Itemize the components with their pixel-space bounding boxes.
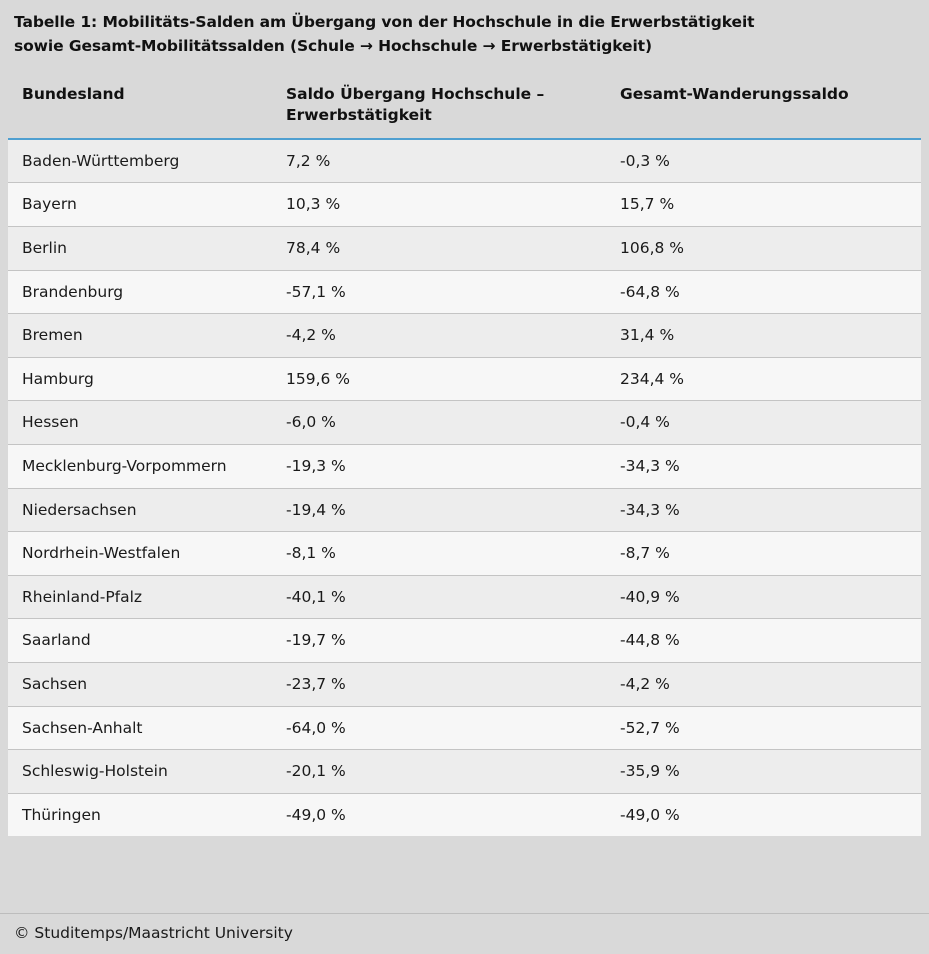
- table-row: [8, 183, 921, 227]
- cell-saldo-uebergang: -19,4 %: [280, 488, 610, 532]
- cell-gesamt-saldo: -0,4 %: [610, 401, 921, 445]
- cell-bundesland: Niedersachsen: [8, 488, 280, 532]
- cell-bundesland: Baden-Württemberg: [8, 139, 280, 183]
- table-container: [0, 78, 929, 913]
- mobility-balance-table: [8, 78, 921, 836]
- cell-gesamt-saldo: -35,9 %: [610, 750, 921, 794]
- table-row: [8, 793, 921, 836]
- table-body: [8, 139, 921, 837]
- cell-saldo-uebergang: -49,0 %: [280, 793, 610, 836]
- cell-bundesland: Saarland: [8, 619, 280, 663]
- table-row: [8, 663, 921, 707]
- cell-bundesland: Rheinland-Pfalz: [8, 575, 280, 619]
- cell-saldo-uebergang: -8,1 %: [280, 532, 610, 576]
- cell-bundesland: Thüringen: [8, 793, 280, 836]
- cell-bundesland: Hamburg: [8, 357, 280, 401]
- cell-gesamt-saldo: 106,8 %: [610, 227, 921, 271]
- cell-saldo-uebergang: 7,2 %: [280, 139, 610, 183]
- cell-gesamt-saldo: 234,4 %: [610, 357, 921, 401]
- cell-saldo-uebergang: 159,6 %: [280, 357, 610, 401]
- cell-gesamt-saldo: -34,3 %: [610, 445, 921, 489]
- table-row: [8, 314, 921, 358]
- table-row: [8, 532, 921, 576]
- table-header-row: [8, 78, 921, 139]
- caption-line-1: Tabelle 1: Mobilitäts-Salden am Übergang von der Hochschule in die Erwerbstätigkeit: [14, 13, 755, 31]
- cell-bundesland: Hessen: [8, 401, 280, 445]
- cell-gesamt-saldo: -49,0 %: [610, 793, 921, 836]
- table-row: [8, 619, 921, 663]
- cell-saldo-uebergang: -64,0 %: [280, 706, 610, 750]
- table-row: [8, 575, 921, 619]
- cell-gesamt-saldo: -52,7 %: [610, 706, 921, 750]
- cell-bundesland: Schleswig-Holstein: [8, 750, 280, 794]
- cell-saldo-uebergang: -23,7 %: [280, 663, 610, 707]
- column-header-saldo-uebergang: Saldo Übergang Hochschule – Erwerbstätigkeit: [280, 78, 610, 139]
- cell-saldo-uebergang: -19,7 %: [280, 619, 610, 663]
- cell-bundesland: Bremen: [8, 314, 280, 358]
- cell-bundesland: Berlin: [8, 227, 280, 271]
- cell-gesamt-saldo: 15,7 %: [610, 183, 921, 227]
- table-row: [8, 357, 921, 401]
- cell-saldo-uebergang: -19,3 %: [280, 445, 610, 489]
- table-row: [8, 750, 921, 794]
- cell-gesamt-saldo: -64,8 %: [610, 270, 921, 314]
- table-row: [8, 488, 921, 532]
- cell-gesamt-saldo: -8,7 %: [610, 532, 921, 576]
- table-row: [8, 227, 921, 271]
- cell-gesamt-saldo: -0,3 %: [610, 139, 921, 183]
- cell-saldo-uebergang: 10,3 %: [280, 183, 610, 227]
- cell-gesamt-saldo: -44,8 %: [610, 619, 921, 663]
- cell-bundesland: Sachsen-Anhalt: [8, 706, 280, 750]
- cell-bundesland: Nordrhein-Westfalen: [8, 532, 280, 576]
- table-caption: [0, 10, 929, 58]
- cell-saldo-uebergang: -20,1 %: [280, 750, 610, 794]
- cell-saldo-uebergang: -40,1 %: [280, 575, 610, 619]
- table-row: [8, 445, 921, 489]
- table-header: [8, 78, 921, 139]
- cell-gesamt-saldo: -40,9 %: [610, 575, 921, 619]
- cell-bundesland: Sachsen: [8, 663, 280, 707]
- table-row: [8, 270, 921, 314]
- column-header-bundesland: Bundesland: [8, 78, 280, 139]
- caption-line-2: sowie Gesamt-Mobilitätssalden (Schule → Hochschule → Erwerbstätigkeit): [14, 37, 652, 56]
- cell-saldo-uebergang: -6,0 %: [280, 401, 610, 445]
- cell-gesamt-saldo: -4,2 %: [610, 663, 921, 707]
- cell-bundesland: Bayern: [8, 183, 280, 227]
- source-note: © Studitemps/Maastricht University: [0, 913, 929, 954]
- cell-bundesland: Mecklenburg-Vorpommern: [8, 445, 280, 489]
- table-row: [8, 401, 921, 445]
- cell-saldo-uebergang: -4,2 %: [280, 314, 610, 358]
- cell-bundesland: Brandenburg: [8, 270, 280, 314]
- table-row: [8, 139, 921, 183]
- cell-saldo-uebergang: -57,1 %: [280, 270, 610, 314]
- column-header-gesamt-wanderungssaldo: Gesamt-Wanderungssaldo: [610, 78, 921, 139]
- cell-saldo-uebergang: 78,4 %: [280, 227, 610, 271]
- cell-gesamt-saldo: -34,3 %: [610, 488, 921, 532]
- cell-gesamt-saldo: 31,4 %: [610, 314, 921, 358]
- table-row: [8, 706, 921, 750]
